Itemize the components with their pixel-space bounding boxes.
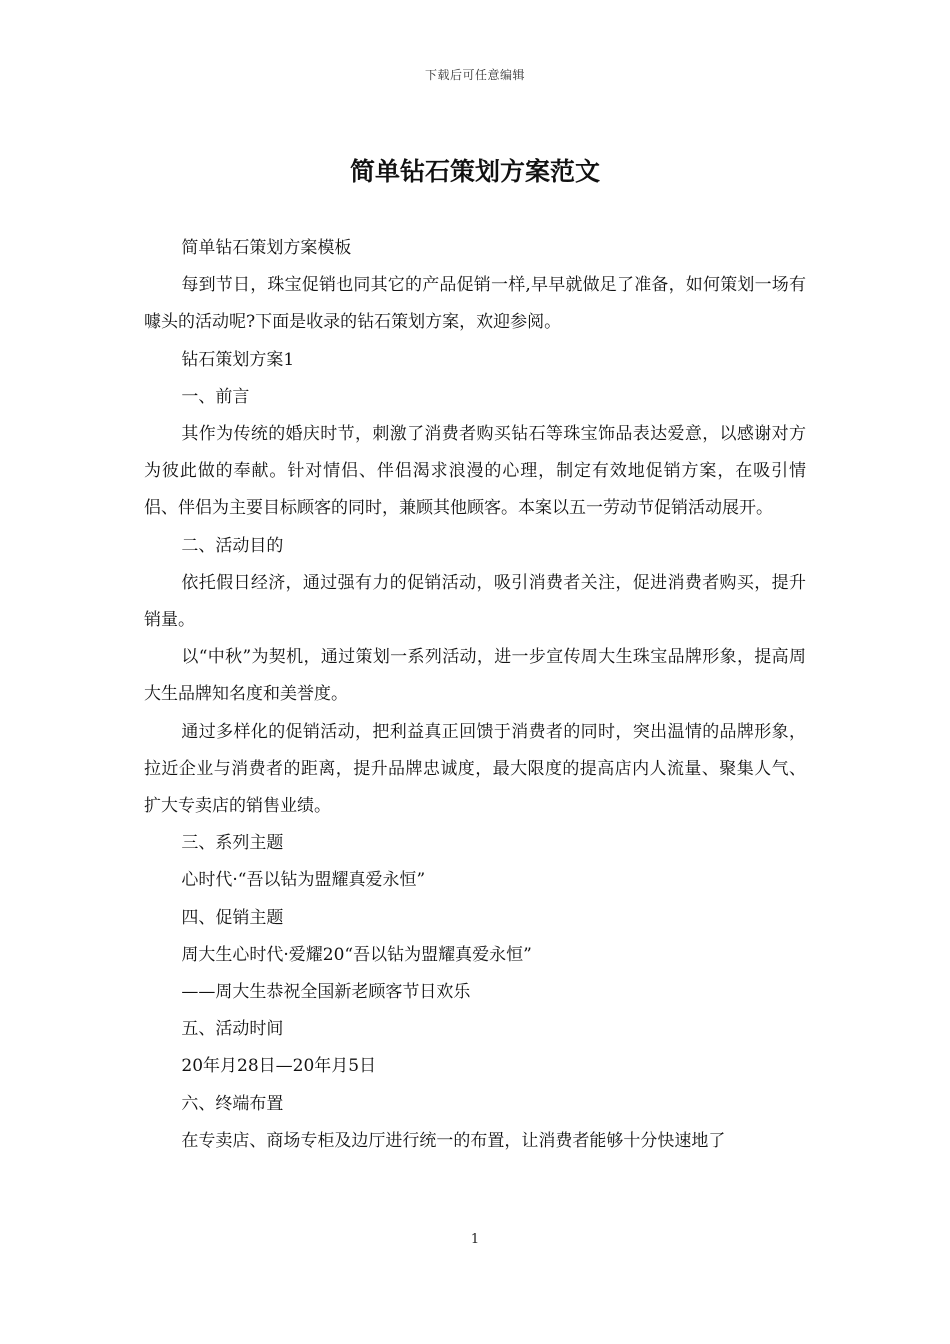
paragraph: 二、活动目的 bbox=[181, 535, 284, 556]
paragraph: 心时代·“吾以钻为盟耀真爱永恒” bbox=[181, 870, 426, 891]
header-note: 下载后可任意编辑 bbox=[424, 68, 525, 82]
document-title: 简单钻石策划方案范文 bbox=[349, 157, 600, 186]
paragraph: 以“中秋”为契机，通过策划一系列活动，进一步宣传周大生珠宝品牌形象，提高周大生品牌知名度和美誉度。 bbox=[144, 647, 806, 705]
paragraph: 周大生心时代·爱耀20“吾以钻为盟耀真爱永恒” bbox=[181, 944, 532, 965]
paragraph: 四、促销主题 bbox=[181, 907, 284, 928]
paragraph: 六、终端布置 bbox=[181, 1093, 284, 1114]
paragraph: 通过多样化的促销活动，把利益真正回馈于消费者的同时，突出温情的品牌形象，拉近企业与消费者的距离，提升品牌忠诚度，最大限度的提高店内人流量、聚集人气、扩大专卖店的销售业绩。 bbox=[144, 721, 806, 817]
paragraph: 一、前言 bbox=[181, 386, 250, 407]
paragraph: 在专卖店、商场专柜及边厅进行统一的布置，让消费者能够十分快速地了 bbox=[181, 1130, 726, 1151]
page-number: 1 bbox=[470, 1232, 480, 1247]
paragraph: 三、系列主题 bbox=[181, 833, 284, 854]
paragraph: 20年月28日—20年月5日 bbox=[181, 1056, 377, 1077]
paragraph: 五、活动时间 bbox=[181, 1019, 284, 1040]
paragraph: 钻石策划方案1 bbox=[181, 349, 295, 370]
paragraph: 其作为传统的婚庆时节，刺激了消费者购买钻石等珠宝饰品表达爱意，以感谢对方为彼此做的奉献。针对情侣、伴侣渴求浪漫的心理，制定有效地促销方案，在吸引情侣、伴侣为主要目标顾客的同时，兼顾其他顾客。本案以五一劳动节促销活动展开。 bbox=[144, 424, 806, 519]
document-body bbox=[144, 230, 806, 1160]
paragraph: ——周大生恭祝全国新老顾客节日欢乐 bbox=[181, 982, 471, 1003]
paragraph: 依托假日经济，通过强有力的促销活动，吸引消费者关注，促进消费者购买，提升销量。 bbox=[144, 572, 806, 631]
paragraph: 简单钻石策划方案模板 bbox=[181, 238, 352, 258]
paragraph: 每到节日，珠宝促销也同其它的产品促销一样,早早就做足了准备，如何策划一场有噱头的活动呢?下面是收录的钻石策划方案，欢迎参阅。 bbox=[144, 275, 806, 333]
